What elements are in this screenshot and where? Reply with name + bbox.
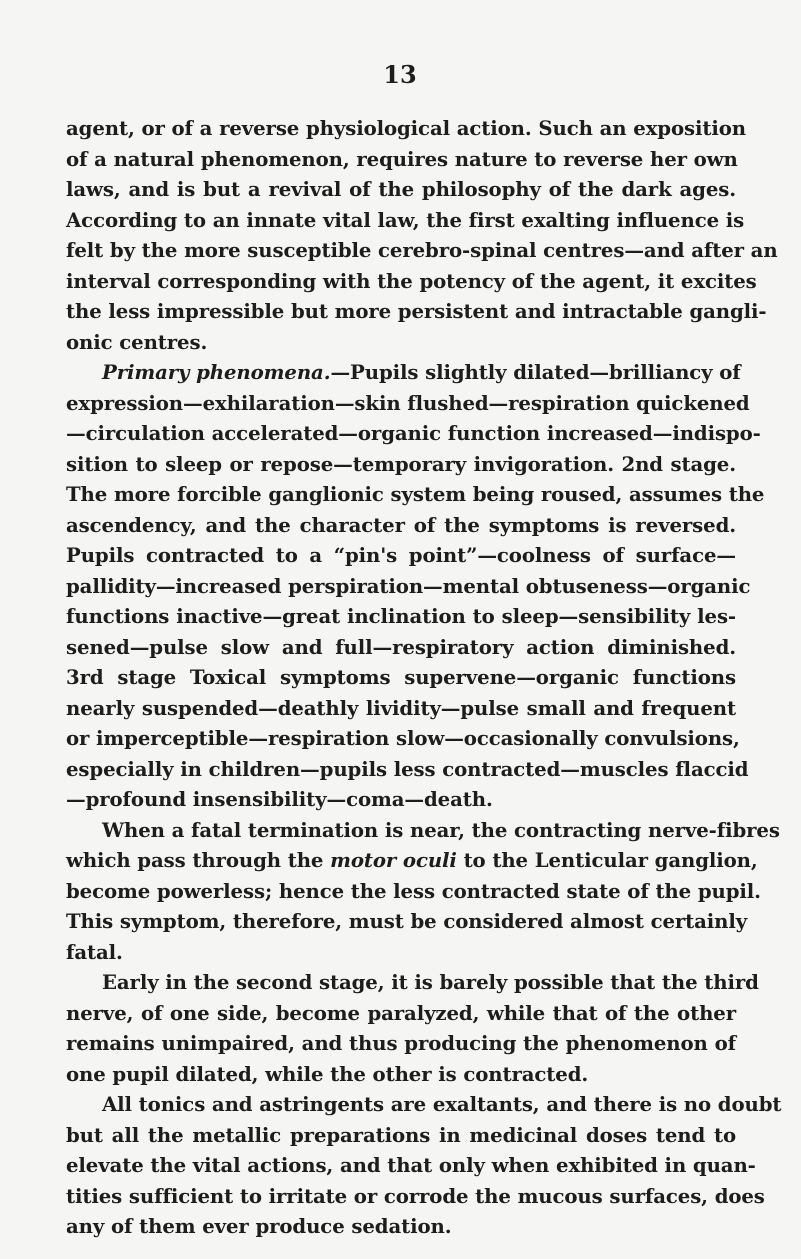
- text-line: become powerless; hence the less contracted state of the pupil.: [66, 879, 761, 903]
- text-line: laws, and is but a revival of the philosophy of the dark ages.: [66, 178, 736, 201]
- section-lead: Primary phenomena.: [102, 361, 331, 384]
- text-line: any of them ever produce sedation.: [66, 1215, 452, 1238]
- text-line: functions inactive—great inclination to sleep—sensibility les-: [66, 605, 736, 628]
- text-line: sened—pulse slow and full—respiratory action diminished.: [66, 635, 736, 659]
- text-line: fatal.: [66, 940, 123, 964]
- text-line: [66, 358, 741, 389]
- text-line: 3rd stage Toxical symptoms supervene—organic functions: [66, 666, 736, 689]
- italic-term: motor oculi: [330, 849, 457, 872]
- text-line: The more forcible ganglionic system being roused, assumes the: [66, 483, 765, 506]
- text-line: interval corresponding with the potency of the agent, it excites: [66, 269, 757, 293]
- text-line: tities sufficient to irritate or corrode the mucous surfaces, does: [66, 1184, 765, 1208]
- text-line: remains unimpaired, and thus producing the phenomenon of: [66, 1032, 736, 1055]
- section-lead-text: —Pupils slightly dilated—brilliancy of: [330, 361, 741, 384]
- text-fragment: which pass through the: [66, 849, 331, 872]
- text-line: elevate the vital actions, and that only when exhibited in quan-: [66, 1154, 756, 1177]
- page-number: 13: [383, 60, 417, 89]
- text-line: expression—exhilaration—skin flushed—respiration quickened: [66, 391, 750, 415]
- text-line: —circulation accelerated—organic function increased—indispo-: [66, 422, 761, 445]
- text-line: felt by the more susceptible cerebro-spinal centres—and after an: [66, 239, 778, 262]
- text-line: [66, 846, 758, 877]
- text-line: Early in the second stage, it is barely possible that the third: [102, 971, 759, 994]
- text-line: ascendency, and the character of the symptoms is reversed.: [66, 513, 736, 537]
- body-text: [66, 114, 782, 1243]
- text-line: —profound insensibility—coma—death.: [66, 788, 493, 811]
- text-line: When a fatal termination is near, the contracting nerve-fibres: [102, 818, 780, 842]
- text-line: All tonics and astringents are exaltants, and there is no doubt: [102, 1093, 782, 1116]
- text-line: nearly suspended—deathly lividity—pulse small and frequent: [66, 696, 736, 720]
- text-line: pallidity—increased perspiration—mental obtuseness—organic: [66, 574, 751, 598]
- text-line: or imperceptible—respiration slow—occasionally convulsions,: [66, 727, 740, 750]
- text-line: the less impressible but more persistent and intractable gangli-: [66, 300, 767, 323]
- text-line: This symptom, therefore, must be considered almost certainly: [66, 910, 748, 933]
- text-line: According to an innate vital law, the first exalting influence is: [66, 208, 745, 232]
- text-line: of a natural phenomenon, requires nature to reverse her own: [66, 147, 738, 171]
- text-line: especially in children—pupils less contracted—muscles flaccid: [66, 757, 749, 781]
- text-line: agent, or of a reverse physiological action. Such an exposition: [66, 117, 746, 140]
- text-line: nerve, of one side, become paralyzed, while that of the other: [66, 1001, 736, 1025]
- text-fragment: to the Lenticular ganglion,: [456, 849, 758, 872]
- text-line: sition to sleep or repose—temporary invigoration. 2nd stage.: [66, 452, 736, 476]
- text-line: but all the metallic preparations in medicinal doses tend to: [66, 1123, 736, 1147]
- text-line: one pupil dilated, while the other is contracted.: [66, 1062, 589, 1086]
- text-line: onic centres.: [66, 330, 208, 354]
- text-line: Pupils contracted to a “pin's point”—coolness of surface—: [66, 544, 736, 567]
